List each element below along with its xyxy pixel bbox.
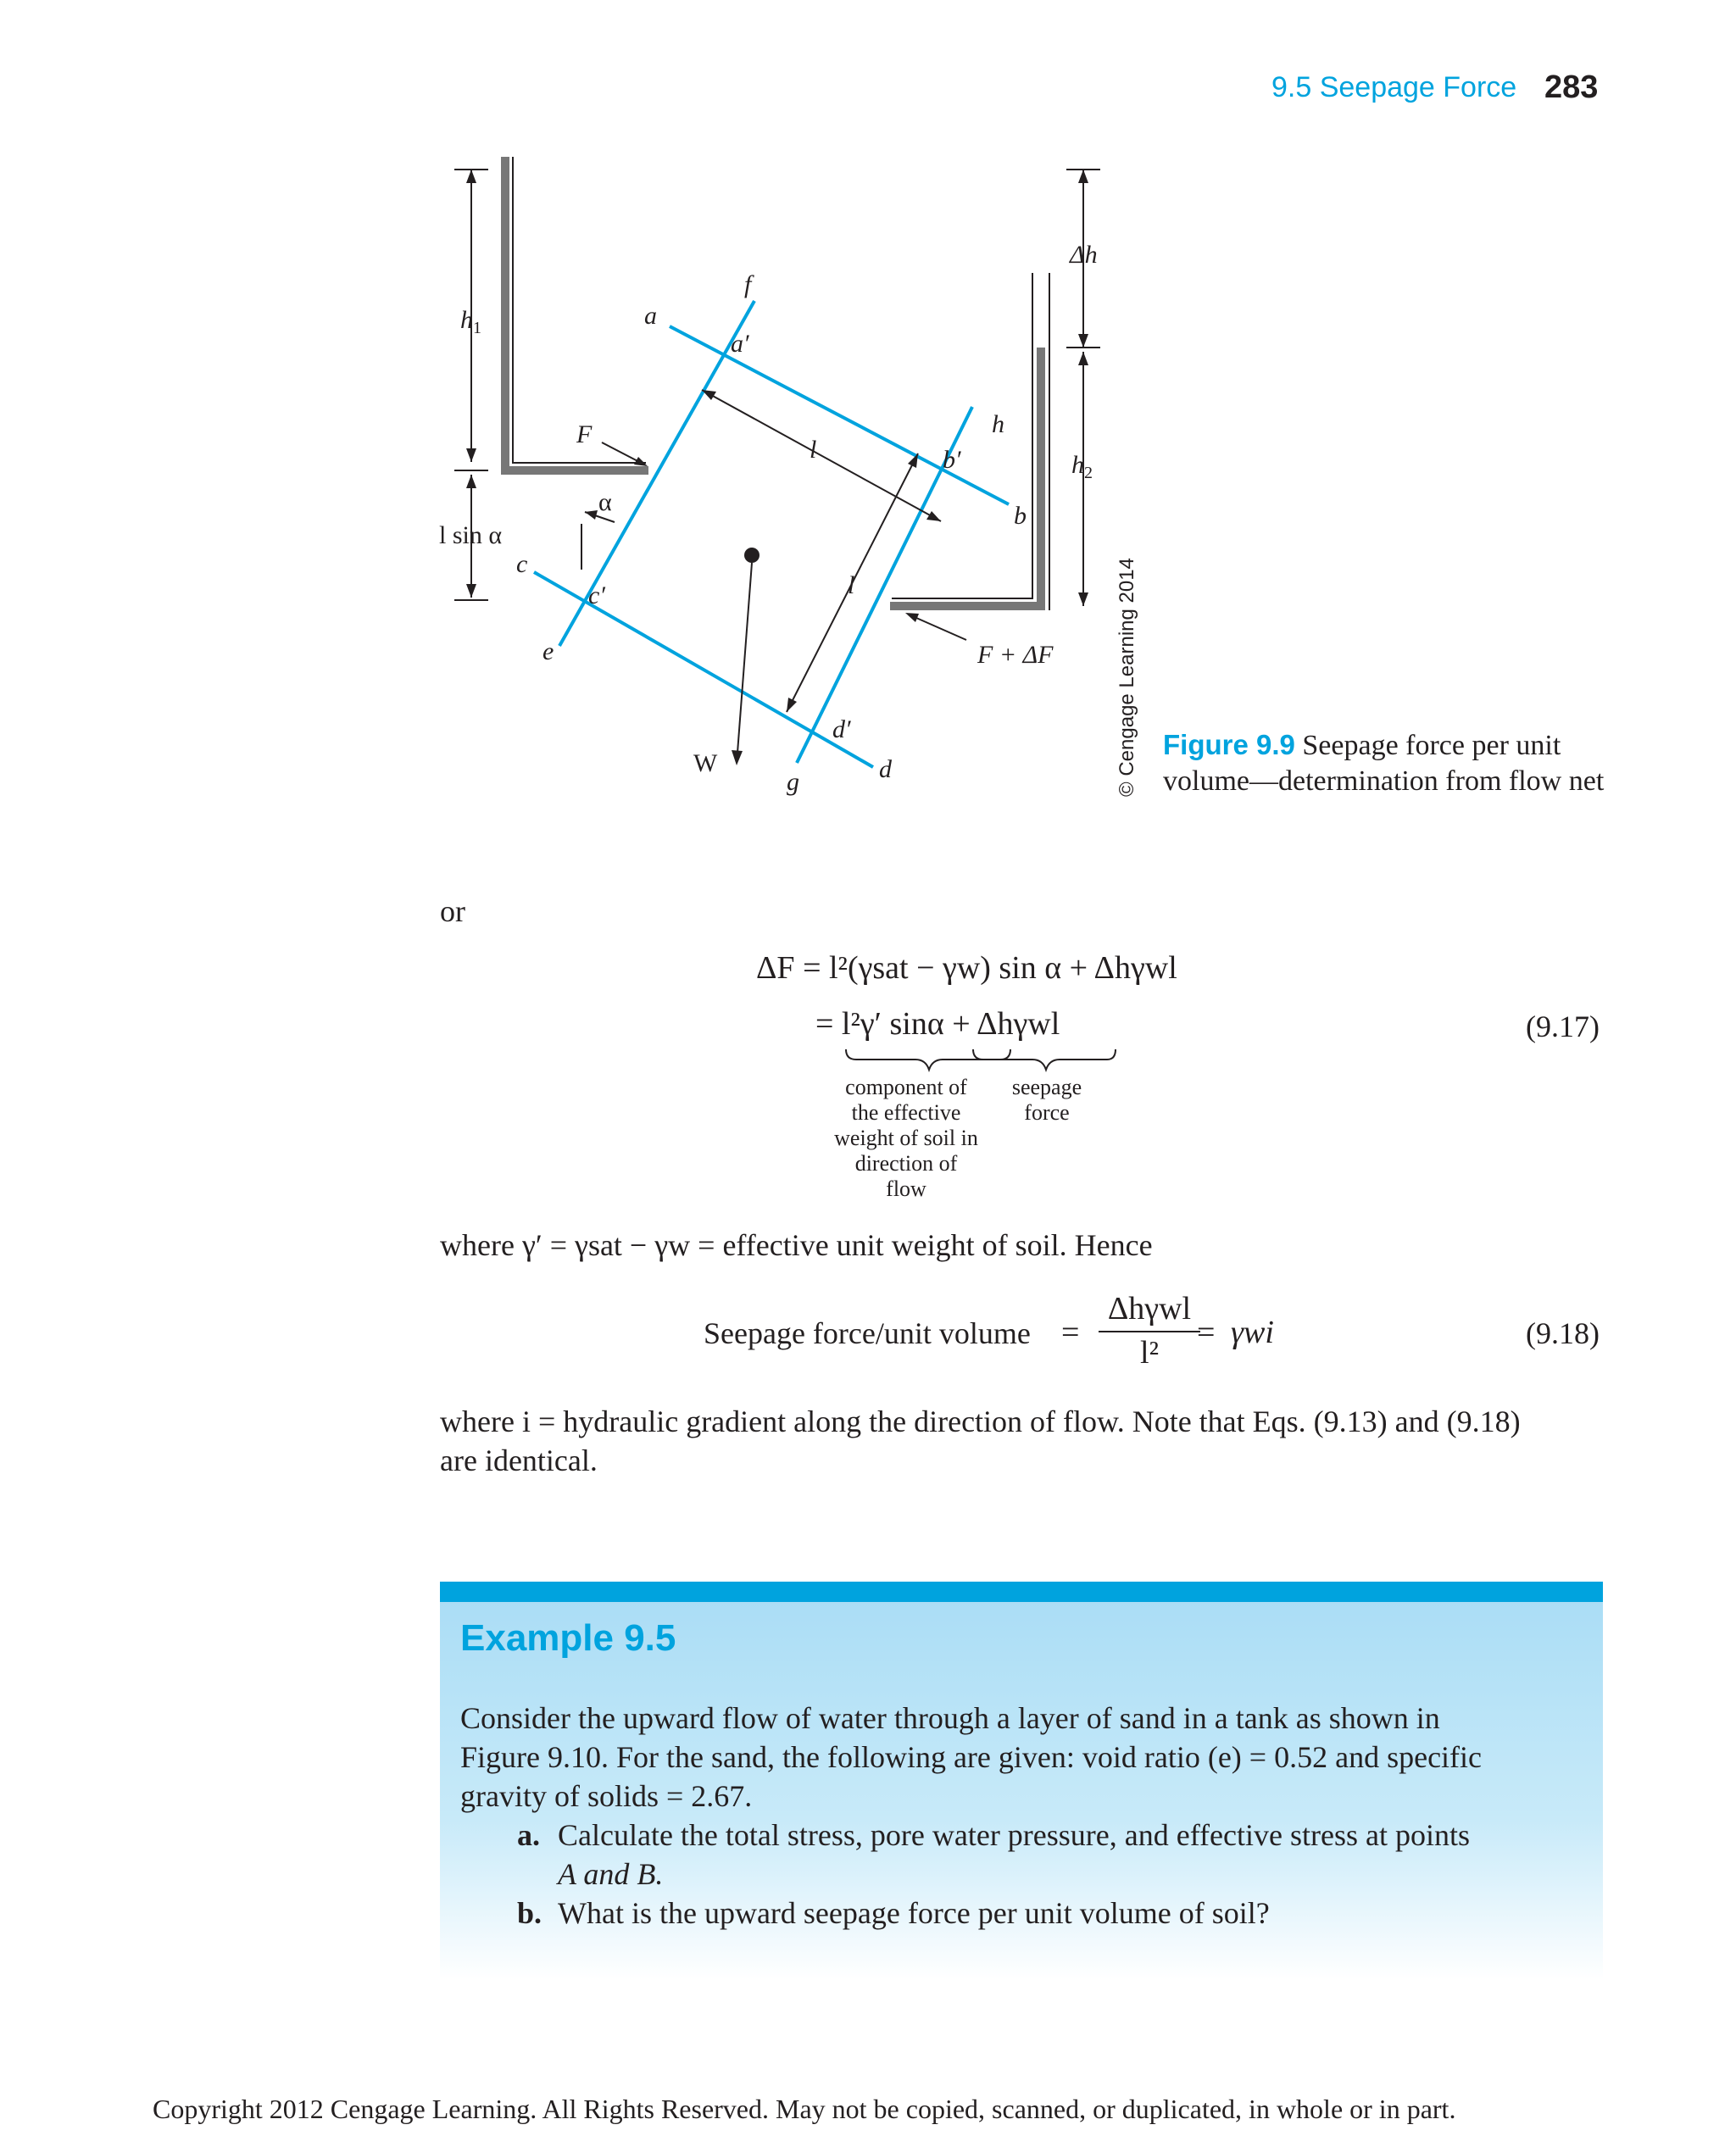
label-g: g xyxy=(787,768,799,796)
figure-caption-number: Figure 9.9 xyxy=(1163,729,1295,760)
page-number: 283 xyxy=(1544,70,1599,105)
label-c-prime: c′ xyxy=(588,581,605,609)
example-title: Example 9.5 xyxy=(460,1617,676,1659)
running-header-section: 9.5 Seepage Force xyxy=(1271,71,1517,103)
example-item-b-label: b. xyxy=(517,1896,542,1930)
label-force-f-plus-df: F + ΔF xyxy=(977,641,1054,669)
example-item-a-line1: Calculate the total stress, pore water pressure, and effective stress at points xyxy=(558,1818,1470,1852)
weight-arrow xyxy=(737,563,752,753)
right-wall-inner-line xyxy=(892,273,1032,598)
example-item-b-text: What is the upward seepage force per unit volume of soil? xyxy=(558,1896,1270,1930)
example-intro-line2: Figure 9.10. For the sand, the following are given: void ratio (e) = 0.52 and specific xyxy=(460,1740,1483,1774)
label-force-f: F xyxy=(576,420,593,448)
figure-caption-text: Seepage force per unit volume—determination from flow net xyxy=(1163,730,1605,797)
label-c: c xyxy=(516,550,528,578)
equipotential-line-top xyxy=(670,326,1009,504)
label-l-top: l xyxy=(810,436,817,464)
text-where-gamma: where γ′ = γsat − γw = effective unit weight of soil. Hence xyxy=(440,1228,1153,1262)
label-h1: $h_1$ xyxy=(460,306,481,337)
equation-9-18-equals-2: = xyxy=(1197,1315,1216,1350)
label-e: e xyxy=(542,637,554,665)
label-h2: $h_2$ xyxy=(1071,451,1093,482)
equation-9-18-fraction-bar xyxy=(1099,1331,1200,1332)
example-intro-line3: gravity of solids = 2.67. xyxy=(460,1779,753,1813)
equation-9-17-number: (9.17) xyxy=(1526,1010,1600,1043)
figure-9-9 xyxy=(415,148,1178,809)
brace-note-seepage-force: seepage force xyxy=(1011,1075,1082,1125)
label-h: h xyxy=(992,410,1004,438)
label-d: d xyxy=(879,755,892,783)
equation-9-17-line1: ΔF = l²(γsat − γw) sin α + Δhγwl xyxy=(756,950,1177,986)
example-item-a-label: a. xyxy=(517,1818,540,1852)
example-item-a-line2: A and B. xyxy=(558,1857,664,1891)
label-a-prime: a′ xyxy=(731,330,749,358)
example-intro-line1: Consider the upward flow of water through a layer of sand in a tank as shown in xyxy=(460,1701,1440,1735)
text-or: or xyxy=(440,894,465,928)
underbrace-seepage-force xyxy=(973,1049,1116,1070)
equation-9-18-denominator: l² xyxy=(1140,1335,1159,1371)
label-b: b xyxy=(1014,502,1027,530)
label-f: f xyxy=(744,270,752,298)
equation-9-18-rhs: γwi xyxy=(1231,1315,1274,1350)
label-a: a xyxy=(644,302,657,330)
text-where-i-line2: are identical. xyxy=(440,1443,598,1477)
label-d-prime: d′ xyxy=(832,715,851,743)
right-tank-wall xyxy=(890,348,1041,606)
figure-credit: © Cengage Learning 2014 xyxy=(1116,558,1138,797)
label-b-prime: b′ xyxy=(943,446,961,474)
centroid-point xyxy=(744,548,760,563)
equation-9-18-lhs: Seepage force/unit volume xyxy=(704,1316,1031,1350)
label-alpha: α xyxy=(598,488,612,516)
label-weight: W xyxy=(693,749,718,777)
label-delta-h: Δh xyxy=(1070,241,1098,269)
l-top-dimension-line xyxy=(702,390,941,521)
force-f-plus-df-arrow xyxy=(909,615,966,640)
underbraces xyxy=(839,1044,1119,1078)
figure-caption xyxy=(1163,727,1638,799)
equation-9-18-equals-1: = xyxy=(1061,1315,1080,1350)
label-l-sin-alpha: l sin α xyxy=(439,521,503,549)
left-wall-inner-line xyxy=(513,157,646,463)
seepage-force-diagram xyxy=(415,148,1178,809)
equation-9-17-line2: = l²γ′ sinα + Δhγwl xyxy=(815,1006,1060,1042)
example-box-top-bar xyxy=(440,1582,1603,1602)
brace-note-effective-weight: component of the effective weight of soil in direction of flow xyxy=(834,1075,978,1201)
label-l-side: l xyxy=(848,571,855,599)
equation-9-18-number: (9.18) xyxy=(1526,1316,1600,1350)
copyright-notice: Copyright 2012 Cengage Learning. All Rights Reserved. May not be copied, scanned, or duplicated, in whole or in part. xyxy=(153,2094,1456,2124)
text-where-i-line1: where i = hydraulic gradient along the direction of flow. Note that Eqs. (9.13) and (9.18) xyxy=(440,1404,1521,1438)
equation-9-18-numerator: Δhγwl xyxy=(1107,1291,1192,1327)
